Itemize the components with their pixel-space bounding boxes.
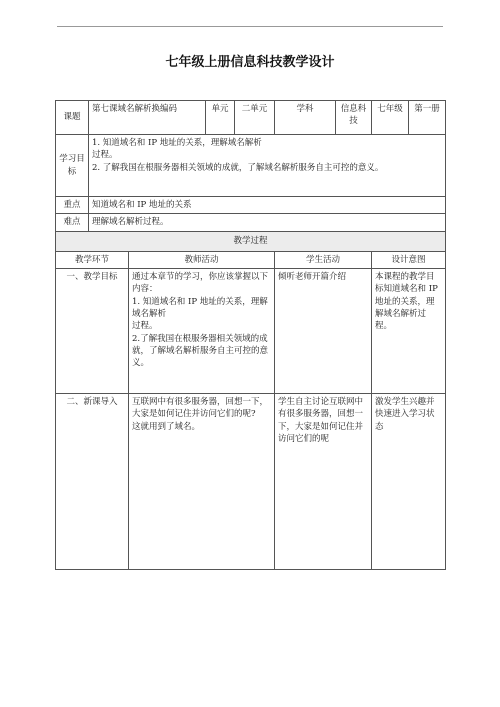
unit-label: 单元 <box>206 101 235 135</box>
difficulty-label: 难点 <box>56 214 89 231</box>
objectives-label: 学习目标 <box>56 135 89 197</box>
difficulty-value: 理解域名解析过程。 <box>89 214 446 231</box>
process-row-objectives <box>56 268 446 393</box>
process-row-intro <box>56 393 446 569</box>
grade-value: 七年级 <box>372 101 409 135</box>
key-point-row <box>56 197 446 214</box>
teacher-activity-line: 1. 知道域名和 IP 地址的关系，理解域名解析 <box>132 296 268 319</box>
objectives-content <box>89 135 446 197</box>
teacher-activity-line: 过程。 <box>132 321 158 332</box>
lesson-value: 第七课域名解析换编码 <box>89 101 206 135</box>
teacher-activity-line: 互联网中有很多服务器，回想一下，大家是如何记住并访问它们的呢? <box>132 396 269 420</box>
column-header-intent: 设计意图 <box>372 251 446 268</box>
key-point-value: 知道域名和 IP 地址的关系 <box>89 197 446 214</box>
teacher-activity-line: 这就用到了域名。 <box>132 421 201 432</box>
teacher-activity-cell <box>129 268 275 393</box>
process-header-row <box>56 251 446 268</box>
subject-value: 信息科技 <box>336 101 372 135</box>
lesson-info-row <box>56 101 446 135</box>
header-rule <box>57 26 443 27</box>
document-title: 七年级上册信息科技教学设计 <box>165 55 335 70</box>
difficulty-row <box>56 214 446 231</box>
column-header-stage: 教学环节 <box>56 251 129 268</box>
objectives-row <box>56 135 446 197</box>
teacher-activity-line: 2.了解我国在根服务器相关领域的成就，了解域名解析服务自主可控的意义。 <box>132 333 269 369</box>
column-header-student: 学生活动 <box>275 251 372 268</box>
student-activity-cell: 学生自主讨论互联网中有很多服务器，回想一下，大家是如何记住并访问它们的呢 <box>275 393 372 569</box>
design-intent-cell: 本课程的教学目标知道域名和 IP 地址的关系，理解域名解析过程。 <box>372 268 446 393</box>
key-point-label: 重点 <box>56 197 89 214</box>
objectives-line: 1. 知道域名和 IP 地址的关系，理解域名解析 <box>92 138 262 148</box>
subject-label: 学科 <box>275 101 336 135</box>
objectives-line: 2. 了解我国在根服务器相关领域的成就，了解域名解析服务自主可控的意义。 <box>92 162 384 173</box>
stage-cell: 二、新课导入 <box>56 393 129 569</box>
teacher-activity-line: 通过本章节的学习，你应该掌握以下内容： <box>132 271 269 295</box>
lesson-label: 课题 <box>56 101 89 135</box>
process-title-row <box>56 231 446 251</box>
teacher-activity-cell <box>129 393 275 569</box>
design-intent-cell: 激发学生兴趣并快速进入学习状态 <box>372 393 446 569</box>
process-title: 教学过程 <box>56 231 446 251</box>
unit-value: 二单元 <box>235 101 275 135</box>
lesson-plan-table <box>55 100 446 570</box>
objectives-line: 过程。 <box>92 150 118 161</box>
stage-cell: 一、教学目标 <box>56 268 129 393</box>
column-header-teacher: 教师活动 <box>129 251 275 268</box>
volume-value: 第一册 <box>409 101 446 135</box>
student-activity-cell: 倾听老师开篇介绍 <box>275 268 372 393</box>
